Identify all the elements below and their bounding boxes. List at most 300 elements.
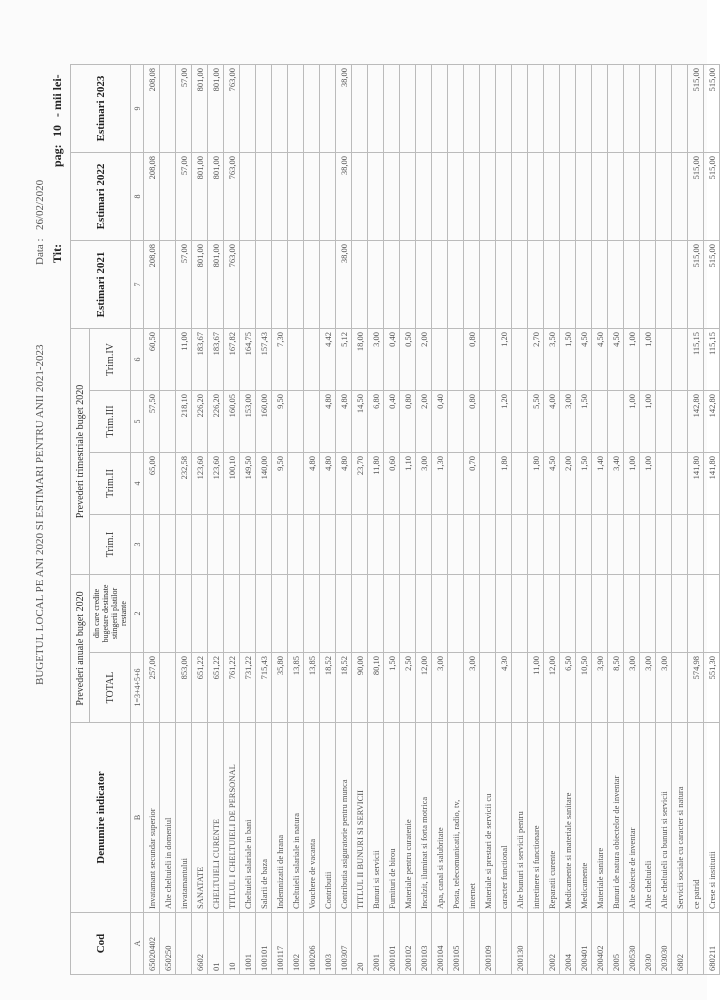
cell-t3: 218,10 [176, 390, 192, 452]
cell-t1 [448, 514, 464, 574]
cell-total [480, 653, 496, 723]
cell-cr [320, 574, 336, 652]
col-cod: Cod [71, 913, 131, 975]
cell-t4: 183,67 [192, 328, 208, 390]
cell-cod: 200102 [400, 913, 416, 975]
cell-t4: 7,30 [272, 328, 288, 390]
cell-t1 [256, 514, 272, 574]
cell-t2: 9,50 [272, 452, 288, 514]
cell-cod: 1003 [320, 913, 336, 975]
cell-t3: 57,50 [144, 390, 160, 452]
cell-t4 [672, 328, 688, 390]
cell-t2: 0,70 [464, 452, 480, 514]
cell-e21: 38,00 [336, 240, 352, 328]
cell-total: 4,30 [496, 653, 512, 723]
tit-label: Tit: [50, 243, 64, 263]
cell-t4: 0,50 [400, 328, 416, 390]
cell-t4: 4,50 [592, 328, 608, 390]
cell-e23 [624, 64, 640, 152]
cell-e21 [656, 240, 672, 328]
cell-e21 [608, 240, 624, 328]
cell-cr [448, 574, 464, 652]
cell-den: Contributii [320, 723, 336, 913]
col-trim1: Trim.I [90, 514, 131, 574]
cell-e22 [256, 152, 272, 240]
cell-t4: 0,80 [464, 328, 480, 390]
cell-cr [368, 574, 384, 652]
cell-t1 [544, 514, 560, 574]
cell-e23 [512, 64, 528, 152]
cell-t1 [416, 514, 432, 574]
cell-t2: 4,80 [304, 452, 320, 514]
cell-cod: 20 [352, 913, 368, 975]
table-row [384, 64, 400, 974]
cell-cr [400, 574, 416, 652]
cell-den: Indemnizatii de hrana [272, 723, 288, 913]
cell-e23: 801,00 [208, 64, 224, 152]
cell-t1 [384, 514, 400, 574]
cell-cod: 200530 [624, 913, 640, 975]
cell-e22 [672, 152, 688, 240]
cell-t1 [144, 514, 160, 574]
cell-cod: 100117 [272, 913, 288, 975]
cell-e22: 208,08 [144, 152, 160, 240]
cell-cr [336, 574, 352, 652]
cell-e21 [288, 240, 304, 328]
column-index-cell: 6 [131, 328, 144, 390]
column-index-cell: 5 [131, 390, 144, 452]
cell-t1 [320, 514, 336, 574]
cell-e22 [240, 152, 256, 240]
cell-t2: 3,00 [416, 452, 432, 514]
cell-e22 [304, 152, 320, 240]
cell-t4: 1,00 [640, 328, 656, 390]
cell-e21 [672, 240, 688, 328]
cell-cod: 680211 [704, 913, 720, 975]
cell-t4 [512, 328, 528, 390]
cell-e23 [640, 64, 656, 152]
page-label: pag: [50, 144, 64, 167]
cell-t4: 11,00 [176, 328, 192, 390]
cell-t3 [592, 390, 608, 452]
cell-t4: 2,70 [528, 328, 544, 390]
cell-t4: 60,50 [144, 328, 160, 390]
cell-t4 [432, 328, 448, 390]
cell-cod: 2001 [368, 913, 384, 975]
cell-total: 90,00 [352, 653, 368, 723]
cell-e22 [160, 152, 176, 240]
table-row [512, 64, 528, 974]
cell-t1 [160, 514, 176, 574]
cell-t3: 4,80 [320, 390, 336, 452]
budget-table [70, 64, 720, 975]
cell-total [448, 653, 464, 723]
column-index-cell: 9 [131, 64, 144, 152]
cell-t3 [480, 390, 496, 452]
cell-e22: 38,00 [336, 152, 352, 240]
cell-total: 761,22 [224, 653, 240, 723]
cell-t1 [480, 514, 496, 574]
col-total: TOTAL [90, 653, 131, 723]
cell-t1 [640, 514, 656, 574]
cell-cod: 200101 [384, 913, 400, 975]
col-estimari-2021: Estimari 2021 [71, 240, 131, 328]
column-index-cell: A [131, 913, 144, 975]
cell-e22 [496, 152, 512, 240]
cell-t1 [432, 514, 448, 574]
cell-total: 853,00 [176, 653, 192, 723]
table-row [224, 64, 240, 974]
cell-e23 [256, 64, 272, 152]
cell-e22: 515,00 [688, 152, 704, 240]
cell-t4 [656, 328, 672, 390]
cell-t4: 1,50 [560, 328, 576, 390]
cell-t2: 4,80 [336, 452, 352, 514]
cell-e21 [496, 240, 512, 328]
cell-cod: 1002 [288, 913, 304, 975]
cell-e23 [320, 64, 336, 152]
cell-cod: 650250 [160, 913, 176, 975]
table-row [208, 64, 224, 974]
table-row [432, 64, 448, 974]
cell-den: Crese si institutii [704, 723, 720, 913]
cell-e21 [448, 240, 464, 328]
cell-e23 [592, 64, 608, 152]
cell-t3: 1,20 [496, 390, 512, 452]
cell-t4: 1,20 [496, 328, 512, 390]
table-row [320, 64, 336, 974]
table-row [656, 64, 672, 974]
cell-den: internet [464, 723, 480, 913]
cell-e21 [256, 240, 272, 328]
cell-cr [144, 574, 160, 652]
cell-e21 [544, 240, 560, 328]
cell-e21: 208,08 [144, 240, 160, 328]
cell-t3: 6,80 [368, 390, 384, 452]
cell-e22 [400, 152, 416, 240]
cell-t3: 0,80 [400, 390, 416, 452]
cell-t3: 160,05 [224, 390, 240, 452]
cell-e22 [624, 152, 640, 240]
cell-t3: 226,20 [192, 390, 208, 452]
cell-total: 2,50 [400, 653, 416, 723]
column-index-row [131, 64, 144, 974]
cell-den: Furnituri de birou [384, 723, 400, 913]
cell-e22: 801,00 [208, 152, 224, 240]
cell-e22 [416, 152, 432, 240]
cell-t2: 1,30 [432, 452, 448, 514]
table-row [176, 64, 192, 974]
cell-e23 [160, 64, 176, 152]
cell-e21 [352, 240, 368, 328]
cell-cr [192, 574, 208, 652]
column-index-cell: B [131, 723, 144, 913]
cell-total: 10,50 [576, 653, 592, 723]
cell-e22 [432, 152, 448, 240]
cell-total: 3,00 [464, 653, 480, 723]
table-row [480, 64, 496, 974]
cell-cr [272, 574, 288, 652]
cell-cod [528, 913, 544, 975]
cell-e22 [384, 152, 400, 240]
cell-e22 [528, 152, 544, 240]
cell-e21: 801,00 [208, 240, 224, 328]
cell-total: 715,43 [256, 653, 272, 723]
cell-e22: 515,00 [704, 152, 720, 240]
cell-t2: 1,50 [576, 452, 592, 514]
cell-den: Alte bunuri si servicii pentru [512, 723, 528, 913]
cell-e21: 515,00 [704, 240, 720, 328]
cell-e22 [512, 152, 528, 240]
cell-t2: 1,40 [592, 452, 608, 514]
cell-e21: 801,00 [192, 240, 208, 328]
cell-cr [688, 574, 704, 652]
cell-den: Servicii sociale cu caracter si natura [672, 723, 688, 913]
cell-t3 [160, 390, 176, 452]
cell-cod: 6602 [192, 913, 208, 975]
cell-t2: 100,10 [224, 452, 240, 514]
cell-den: Vouchere de vacanta [304, 723, 320, 913]
cell-total: 574,98 [688, 653, 704, 723]
cell-total: 18,52 [336, 653, 352, 723]
cell-t2 [512, 452, 528, 514]
cell-e22 [576, 152, 592, 240]
cell-t2 [480, 452, 496, 514]
table-row [544, 64, 560, 974]
cell-e23 [384, 64, 400, 152]
cell-e22 [448, 152, 464, 240]
cell-cod: 01 [208, 913, 224, 975]
cell-t1 [688, 514, 704, 574]
cell-t2: 1,00 [624, 452, 640, 514]
cell-t2: 2,00 [560, 452, 576, 514]
cell-t3: 3,00 [560, 390, 576, 452]
cell-den: Materiale si prestari de servicii cu [480, 723, 496, 913]
cell-total: 731,22 [240, 653, 256, 723]
cell-t2: 1,00 [640, 452, 656, 514]
cell-den: Medicamente [576, 723, 592, 913]
cell-t4 [288, 328, 304, 390]
cell-total: 257,00 [144, 653, 160, 723]
cell-e23 [576, 64, 592, 152]
cell-e21 [320, 240, 336, 328]
cell-e22 [608, 152, 624, 240]
cell-e22: 763,00 [224, 152, 240, 240]
cell-den: intretinere si functionare [528, 723, 544, 913]
cell-cr [672, 574, 688, 652]
group-anuale: Prevederi anuale buget 2020 [71, 574, 90, 722]
cell-t1 [528, 514, 544, 574]
cell-total: 18,52 [320, 653, 336, 723]
col-estimari-2023: Estimari 2023 [71, 64, 131, 152]
cell-e22 [320, 152, 336, 240]
table-row [352, 64, 368, 974]
cell-den: Reparatii curente [544, 723, 560, 913]
cell-e23 [656, 64, 672, 152]
cell-cod: 100206 [304, 913, 320, 975]
cell-e23 [368, 64, 384, 152]
cell-t2 [288, 452, 304, 514]
cell-t4: 3,00 [368, 328, 384, 390]
cell-t1 [560, 514, 576, 574]
cell-e23 [304, 64, 320, 152]
cell-t4: 2,00 [416, 328, 432, 390]
table-row [160, 64, 176, 974]
cell-t4: 164,75 [240, 328, 256, 390]
cell-t1 [608, 514, 624, 574]
cell-cr [464, 574, 480, 652]
cell-cr [640, 574, 656, 652]
cell-den: Cheltuieli salariale in natura [288, 723, 304, 913]
cell-cr [576, 574, 592, 652]
cell-e21 [432, 240, 448, 328]
cell-t2 [448, 452, 464, 514]
cell-cr [256, 574, 272, 652]
cell-e22 [272, 152, 288, 240]
cell-t1 [368, 514, 384, 574]
cell-t4 [448, 328, 464, 390]
cell-t4: 157,43 [256, 328, 272, 390]
cell-t1 [288, 514, 304, 574]
cell-t2: 11,80 [368, 452, 384, 514]
cell-den: Contributia asiguratorie pentru munca [336, 723, 352, 913]
cell-total: 13,85 [304, 653, 320, 723]
table-row [192, 64, 208, 974]
cell-cr [624, 574, 640, 652]
cell-t3: 1,50 [576, 390, 592, 452]
cell-e23: 515,00 [704, 64, 720, 152]
cell-total: 12,00 [544, 653, 560, 723]
cell-t3 [608, 390, 624, 452]
cell-total: 1,50 [384, 653, 400, 723]
cell-cr [528, 574, 544, 652]
cell-cod: 100101 [256, 913, 272, 975]
cell-cr [560, 574, 576, 652]
cell-e21 [576, 240, 592, 328]
cell-cr [160, 574, 176, 652]
cell-cod: 100307 [336, 913, 352, 975]
cell-t3 [448, 390, 464, 452]
cell-den: TITLUL I CHELTUIELI DE PERSONAL [224, 723, 240, 913]
table-row [256, 64, 272, 974]
table-row [144, 64, 160, 974]
cell-cod [496, 913, 512, 975]
table-row [416, 64, 432, 974]
cell-cr [592, 574, 608, 652]
table-row [464, 64, 480, 974]
table-row [528, 64, 544, 974]
page-number: 10 [50, 125, 64, 137]
cell-t4: 4,50 [608, 328, 624, 390]
cell-t3: 14,50 [352, 390, 368, 452]
cell-cod: 203030 [656, 913, 672, 975]
cell-e21: 57,00 [176, 240, 192, 328]
cell-total: 3,00 [432, 653, 448, 723]
cell-e21 [464, 240, 480, 328]
cell-e23 [416, 64, 432, 152]
cell-t3: 0,40 [432, 390, 448, 452]
cell-e22 [368, 152, 384, 240]
cell-e23: 801,00 [192, 64, 208, 152]
cell-den: Alte cheltuieli [640, 723, 656, 913]
cell-t1 [624, 514, 640, 574]
cell-e22: 801,00 [192, 152, 208, 240]
cell-cod: 200109 [480, 913, 496, 975]
group-trimestriale: Prevederi trimestriale buget 2020 [71, 328, 90, 574]
cell-den: Alte cheltuieli cu bunuri si servicii [656, 723, 672, 913]
cell-t3: 5,50 [528, 390, 544, 452]
cell-e23 [496, 64, 512, 152]
cell-total: 551,30 [704, 653, 720, 723]
cell-den: Medicamente si materiale sanitare [560, 723, 576, 913]
cell-t2: 141,80 [704, 452, 720, 514]
cell-t2: 23,70 [352, 452, 368, 514]
cell-t3 [656, 390, 672, 452]
table-row [704, 64, 720, 974]
cell-e23 [544, 64, 560, 152]
cell-t4: 167,82 [224, 328, 240, 390]
cell-cr [208, 574, 224, 652]
col-estimari-2022: Estimari 2022 [71, 152, 131, 240]
cell-cod: 200401 [576, 913, 592, 975]
cell-cod: 65020402 [144, 913, 160, 975]
cell-t1 [656, 514, 672, 574]
cell-t2: 65,00 [144, 452, 160, 514]
cell-total: 13,85 [288, 653, 304, 723]
cell-e23 [672, 64, 688, 152]
cell-t1 [672, 514, 688, 574]
cell-e22 [480, 152, 496, 240]
table-row [624, 64, 640, 974]
cell-e22 [560, 152, 576, 240]
cell-e22 [464, 152, 480, 240]
cell-den: Salarii de baza [256, 723, 272, 913]
cell-t1 [304, 514, 320, 574]
table-row [448, 64, 464, 974]
column-index-cell: 4 [131, 452, 144, 514]
cell-e21 [240, 240, 256, 328]
cell-cod: 2030 [640, 913, 656, 975]
cell-t3 [304, 390, 320, 452]
table-row [560, 64, 576, 974]
col-trim3: Trim.III [90, 390, 131, 452]
cell-den: Apa, canal si salubritate [432, 723, 448, 913]
cell-total: 35,80 [272, 653, 288, 723]
column-index-cell: 8 [131, 152, 144, 240]
cell-e22 [352, 152, 368, 240]
cell-cr [496, 574, 512, 652]
cell-t1 [400, 514, 416, 574]
cell-den: Materiale sanitare [592, 723, 608, 913]
cell-cod: 200402 [592, 913, 608, 975]
cell-t2: 141,80 [688, 452, 704, 514]
cell-e23: 515,00 [688, 64, 704, 152]
cell-e21 [160, 240, 176, 328]
cell-t3: 1,00 [624, 390, 640, 452]
col-trim2: Trim.II [90, 452, 131, 514]
cell-t3: 2,00 [416, 390, 432, 452]
cell-e23 [560, 64, 576, 152]
cell-e21 [400, 240, 416, 328]
table-row [496, 64, 512, 974]
cell-e21 [592, 240, 608, 328]
cell-total: 12,00 [416, 653, 432, 723]
cell-cod: 10 [224, 913, 240, 975]
cell-e21 [640, 240, 656, 328]
cell-cr [224, 574, 240, 652]
table-row [640, 64, 656, 974]
cell-e21 [528, 240, 544, 328]
